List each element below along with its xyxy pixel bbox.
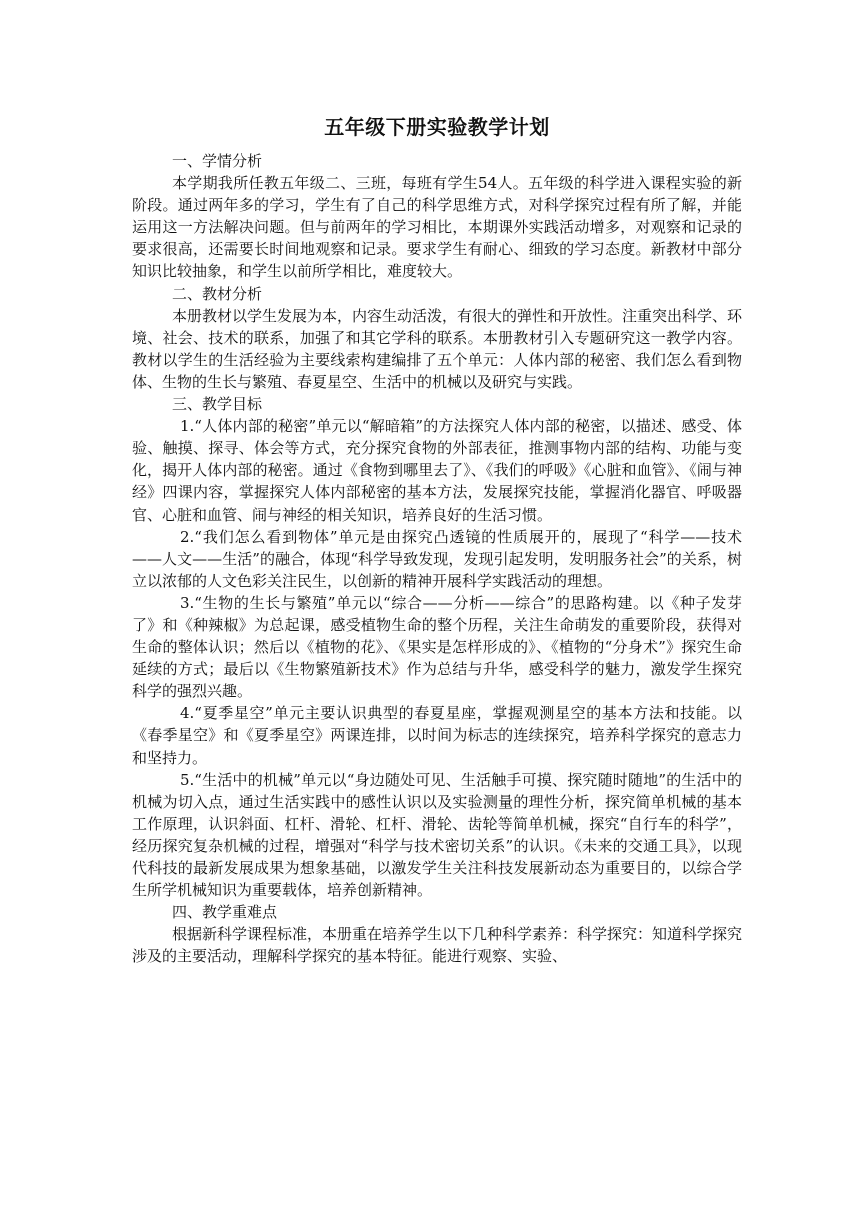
section-heading: 三、教学目标 (172, 395, 263, 414)
objective-paragraph: 3.“生物的生长与繁殖”单元以“综合——分析——综合”的思路构建。以《种子发芽了》和《种辣椒》为总起课，感受植物生命的整个历程，关注生命萌发的重要阶段，获得对生命的整体认识；然后以《植物的花》、《果实是怎样形成的》、《植物的“分身术”》探究生命延续的方式；最后以《生物繁殖新技术》作为总结与升华，感受科学的魅力，激发学生探究科学的强烈兴趣。 (132, 593, 742, 701)
objective-paragraph: 5.“生活中的机械”单元以“身边随处可见、生活触手可摸、探究随时随地”的生活中的机械为切入点，通过生活实践中的感性认识以及实验测量的理性分析，探究简单机械的基本工作原理，认识斜面、杠杆、滑轮、杠杆、滑轮、齿轮等简单机械，探究“自行车的科学”，经历探究复杂机械的过程，增强对“科学与技术密切关系”的认识。《未来的交通工具》，以现代科技的最新发展成果为想象基础，以激发学生关注科技发展新动态为重要目的，以综合学生所学机械知识为重要载体，培养创新精神。 (132, 770, 742, 900)
paragraph: 本册教材以学生发展为本，内容生动活泼，有很大的弹性和开放性。注重突出科学、环境、社会、技术的联系，加强了和其它学科的联系。本册教材引入专题研究这一教学内容。教材以学生的生活经验为主要线索构建编排了五个单元：人体内部的秘密、我们怎么看到物体、生物的生长与繁殖、春夏星空、生活中的机械以及研究与实践。 (132, 306, 743, 391)
paragraph: 根据新科学课程标准，本册重在培养学生以下几种科学素养：科学探究：知道科学探究涉及的主要活动，理解科学探究的基本特征。能进行观察、实验、 (132, 925, 743, 966)
paragraph: 本学期我所任教五年级二、三班，每班有学生54人。五年级的科学进入课程实验的新阶段。通过两年多的学习，学生有了自己的科学思维方式，对科学探究过程有所了解，并能运用这一方法解决问题。但与前两年的学习相比，本期课外实践活动增多，对观察和记录的要求很高，还需要长时间地观察和记录。要求学生有耐心、细致的学习态度。新教材中部分知识比较抽象，和学生以前所学相比，难度较大。 (132, 174, 742, 281)
section-heading: 二、教材分析 (172, 284, 263, 303)
document-page (132, 112, 742, 967)
objective-paragraph: 2.“我们怎么看到物体”单元是由探究凸透镜的性质展开的，展现了“科学——技术——人文——生活”的融合，体现“科学导致发现，发现引起发明，发明服务社会”的关系，树立以浓郁的人文色彩关注民生，以创新的精神开展科学实践活动的理想。 (132, 527, 742, 590)
section-key-difficulties (132, 901, 742, 967)
objective-paragraph: 4.“夏季星空”单元主要认识典型的春夏星座，掌握观测星空的基本方法和技能。以《春季星空》和《夏季星空》两课连排，以时间为标志的连续探究，培养科学探究的意志力和坚持力。 (132, 704, 742, 767)
section-heading: 四、教学重难点 (172, 903, 278, 922)
section-student-analysis (132, 150, 742, 283)
section-teaching-objectives (132, 393, 742, 901)
section-heading: 一、学情分析 (172, 152, 263, 170)
document-title: 五年级下册实验教学计划 (324, 115, 550, 139)
section-textbook-analysis (132, 283, 742, 393)
objective-paragraph: 1.“人体内部的秘密”单元以“解暗箱”的方法探究人体内部的秘密，以描述、感受、体验、触摸、探寻、体会等方式，充分探究食物的外部表征，推测事物内部的结构、功能与变化，揭开人体内部的秘密。通过《食物到哪里去了》、《我们的呼吸》《心脏和血管》、《闹与神经》四课内容，掌握探究人体内部秘密的基本方法，发展探究技能，掌握消化器官、呼吸器官、心脏和血管、闹与神经的相关知识，培养良好的生活习惯。 (132, 417, 742, 524)
